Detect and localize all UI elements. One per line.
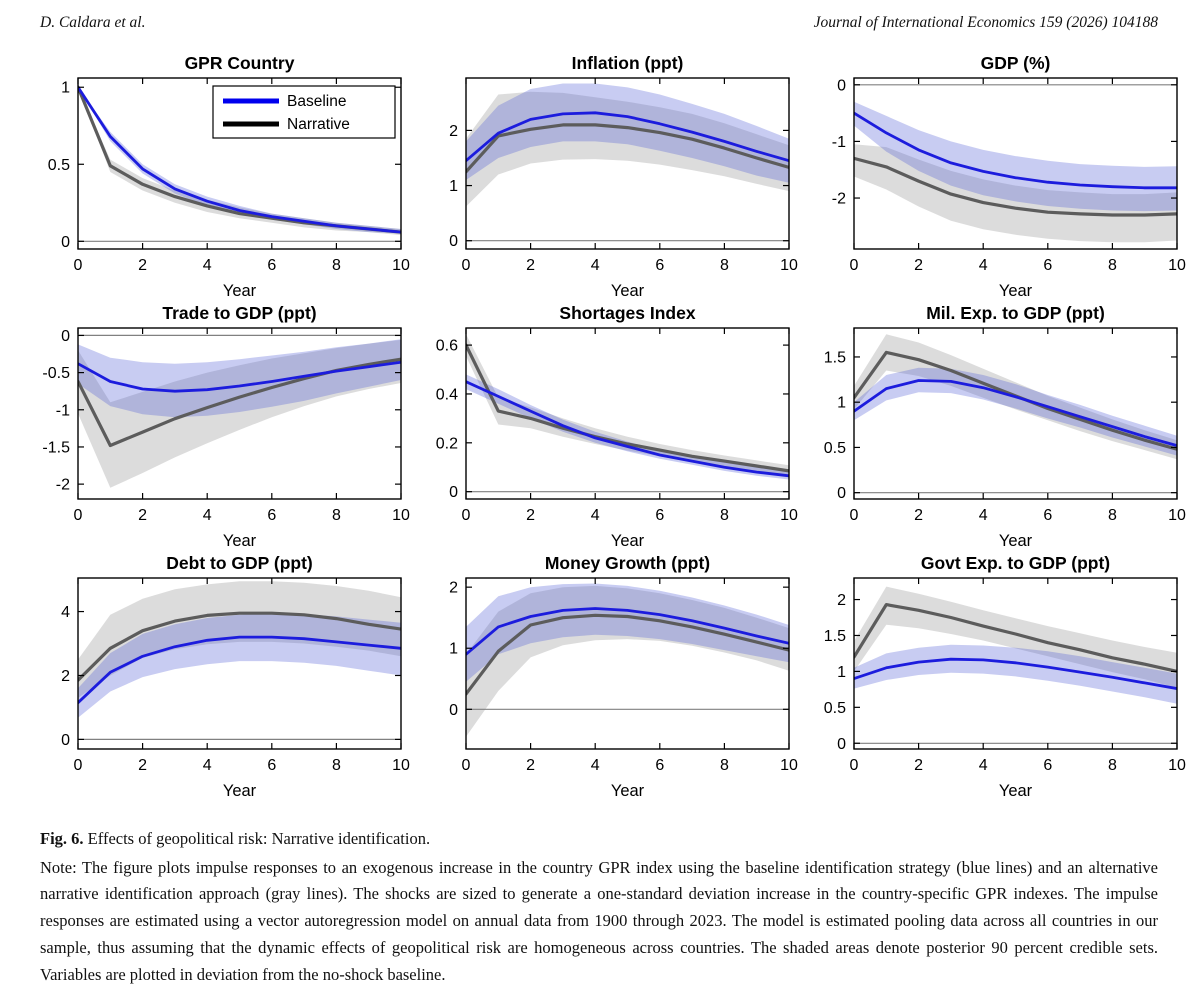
y-tick-label: -1 (55, 402, 70, 420)
chart-panel-gdp (802, 52, 1190, 302)
chart-svg (802, 302, 1190, 552)
y-tick-label: 1 (449, 178, 458, 196)
chart-panel-mil-exp-to-gdp (802, 302, 1190, 552)
chart-panel-debt-to-gdp (26, 552, 414, 802)
x-tick-label: 2 (138, 757, 148, 774)
y-tick-label: -1.5 (42, 439, 70, 457)
x-tick-label: 6 (655, 757, 665, 774)
header-journal: Journal of International Economics 159 (2026) 104188 (813, 14, 1158, 31)
y-tick-label: 1 (61, 79, 70, 97)
x-tick-label: 10 (392, 757, 410, 774)
x-tick-label: 0 (849, 257, 859, 274)
chart-panel-money-growth (414, 552, 802, 802)
header-authors: D. Caldara et al. (40, 14, 146, 31)
chart-title: Shortages Index (559, 303, 696, 323)
x-tick-label: 4 (590, 257, 600, 274)
chart-title: Trade to GDP (ppt) (162, 303, 317, 323)
chart-svg (414, 52, 802, 302)
chart-title: Inflation (ppt) (571, 53, 684, 73)
y-tick-label: -2 (831, 190, 846, 208)
y-tick-label: -1 (831, 133, 846, 151)
y-tick-label: 1 (837, 663, 846, 681)
x-tick-label: 10 (1168, 257, 1186, 274)
x-tick-label: 2 (526, 507, 536, 524)
x-tick-label: 8 (1107, 257, 1117, 274)
x-tick-label: 4 (978, 507, 988, 524)
y-tick-label: 1 (449, 640, 458, 658)
x-tick-label: 4 (590, 757, 600, 774)
x-tick-label: 0 (849, 507, 859, 524)
plot-area (78, 581, 401, 739)
x-axis-label: Year (222, 532, 257, 550)
figure-label: Fig. 6. (40, 829, 84, 848)
x-tick-label: 6 (655, 257, 665, 274)
y-tick-label: 0 (61, 731, 70, 749)
figure-grid (26, 52, 1196, 802)
x-tick-label: 2 (914, 757, 924, 774)
chart-panel-shortages-index (414, 302, 802, 552)
y-tick-label: 0 (449, 701, 458, 719)
y-tick-label: 0 (61, 233, 70, 251)
figure-title: Effects of geopolitical risk: Narrative identification. (87, 829, 431, 848)
x-axis-label: Year (998, 782, 1033, 800)
x-axis-label: Year (610, 532, 645, 550)
x-tick-label: 10 (392, 257, 410, 274)
x-tick-label: 8 (719, 257, 729, 274)
x-axis-label: Year (222, 282, 257, 300)
plot-area (78, 335, 401, 487)
x-tick-label: 4 (202, 257, 212, 274)
x-tick-label: 2 (138, 507, 148, 524)
figure-caption (40, 826, 1158, 988)
chart-title: GPR Country (184, 53, 295, 73)
y-tick-label: 4 (61, 604, 70, 622)
band-baseline (78, 339, 401, 417)
x-axis-label: Year (610, 282, 645, 300)
x-tick-label: 6 (267, 257, 277, 274)
x-tick-label: 4 (202, 757, 212, 774)
chart-title: Mil. Exp. to GDP (ppt) (926, 303, 1105, 323)
x-tick-label: 6 (1043, 507, 1053, 524)
legend-label-baseline: Baseline (287, 93, 347, 110)
y-tick-label: 0 (449, 484, 458, 502)
x-tick-label: 2 (138, 257, 148, 274)
y-tick-label: 1.5 (823, 627, 846, 645)
x-axis-label: Year (998, 532, 1033, 550)
chart-svg (802, 52, 1190, 302)
x-tick-label: 10 (1168, 757, 1186, 774)
x-tick-label: 8 (719, 757, 729, 774)
plot-area (854, 334, 1177, 492)
x-tick-label: 8 (331, 757, 341, 774)
x-tick-label: 6 (267, 757, 277, 774)
x-tick-label: 0 (461, 507, 471, 524)
x-tick-label: 10 (780, 257, 798, 274)
figure-caption-line (40, 826, 1158, 853)
chart-title: Debt to GDP (ppt) (166, 553, 313, 573)
y-tick-label: 2 (449, 122, 458, 140)
y-tick-label: 0.4 (435, 386, 458, 404)
x-tick-label: 8 (1107, 507, 1117, 524)
plot-area (854, 587, 1177, 744)
x-tick-label: 0 (461, 757, 471, 774)
x-tick-label: 2 (914, 507, 924, 524)
y-tick-label: 2 (449, 579, 458, 597)
x-tick-label: 2 (526, 757, 536, 774)
y-tick-label: 2 (61, 667, 70, 685)
chart-title: GDP (%) (980, 53, 1051, 73)
chart-svg (26, 52, 414, 302)
x-axis-label: Year (998, 282, 1033, 300)
x-tick-label: 8 (719, 507, 729, 524)
x-tick-label: 10 (1168, 507, 1186, 524)
x-tick-label: 10 (780, 507, 798, 524)
y-tick-label: 1 (837, 394, 846, 412)
chart-title: Money Growth (ppt) (544, 553, 711, 573)
x-tick-label: 6 (1043, 757, 1053, 774)
chart-svg (26, 552, 414, 802)
x-tick-label: 8 (1107, 757, 1117, 774)
y-tick-label: 0 (61, 327, 70, 345)
x-tick-label: 4 (978, 757, 988, 774)
y-tick-label: 0 (837, 485, 846, 503)
x-tick-label: 0 (73, 257, 83, 274)
page-header (0, 0, 1196, 32)
chart-svg (414, 552, 802, 802)
plot-area (466, 334, 789, 492)
y-tick-label: 0 (837, 77, 846, 95)
y-tick-label: -2 (55, 476, 70, 494)
plot-area (466, 84, 789, 241)
chart-svg (26, 302, 414, 552)
chart-panel-trade-to-gdp (26, 302, 414, 552)
x-tick-label: 0 (849, 757, 859, 774)
x-tick-label: 10 (780, 757, 798, 774)
x-tick-label: 4 (978, 257, 988, 274)
x-tick-label: 8 (331, 507, 341, 524)
y-tick-label: 0.5 (823, 439, 846, 457)
y-tick-label: 2 (837, 592, 846, 610)
x-tick-label: 8 (331, 257, 341, 274)
x-tick-label: 2 (914, 257, 924, 274)
x-tick-label: 6 (1043, 257, 1053, 274)
chart-panel-gpr-country (26, 52, 414, 302)
y-tick-label: 0.2 (435, 435, 458, 453)
figure-note: Note: The figure plots impulse responses to an exogenous increase in the country GPR index using the baseline identification strategy (blue lines) and an alternative narrative identification approach (gray lines). The shocks are sized to generate a one-standard deviation increase in the country-specific GPR indexes. The impulse responses are estimated using a vector autoregression model on annual data from 1900 through 2023. The model is estimated pooling data across all countries in our sample, thus assuming that the dynamic effects of geopolitical risk are homogeneous across countries. The shaded areas denote posterior 90 percent credible sets. Variables are plotted in deviation from the no-shock baseline. (40, 857, 1158, 984)
chart-svg (414, 302, 802, 552)
x-tick-label: 0 (73, 507, 83, 524)
y-tick-label: 1.5 (823, 349, 846, 367)
plot-area (854, 85, 1177, 242)
x-tick-label: 4 (590, 507, 600, 524)
chart-panel-inflation (414, 52, 802, 302)
chart-panel-govt-exp-to-gdp (802, 552, 1190, 802)
x-tick-label: 6 (267, 507, 277, 524)
y-tick-label: 0 (449, 233, 458, 251)
chart-svg (802, 552, 1190, 802)
x-tick-label: 10 (392, 507, 410, 524)
y-tick-label: 0 (837, 735, 846, 753)
y-tick-label: -0.5 (42, 365, 70, 383)
chart-title: Govt Exp. to GDP (ppt) (920, 553, 1111, 573)
x-tick-label: 2 (526, 257, 536, 274)
x-axis-label: Year (222, 782, 257, 800)
x-tick-label: 0 (73, 757, 83, 774)
x-tick-label: 6 (655, 507, 665, 524)
x-tick-label: 4 (202, 507, 212, 524)
y-tick-label: 0.5 (823, 699, 846, 717)
x-axis-label: Year (610, 782, 645, 800)
x-tick-label: 0 (461, 257, 471, 274)
plot-area (466, 584, 789, 737)
y-tick-label: 0.6 (435, 337, 458, 355)
y-tick-label: 0.5 (47, 156, 70, 174)
legend-label-narrative: Narrative (287, 116, 350, 133)
